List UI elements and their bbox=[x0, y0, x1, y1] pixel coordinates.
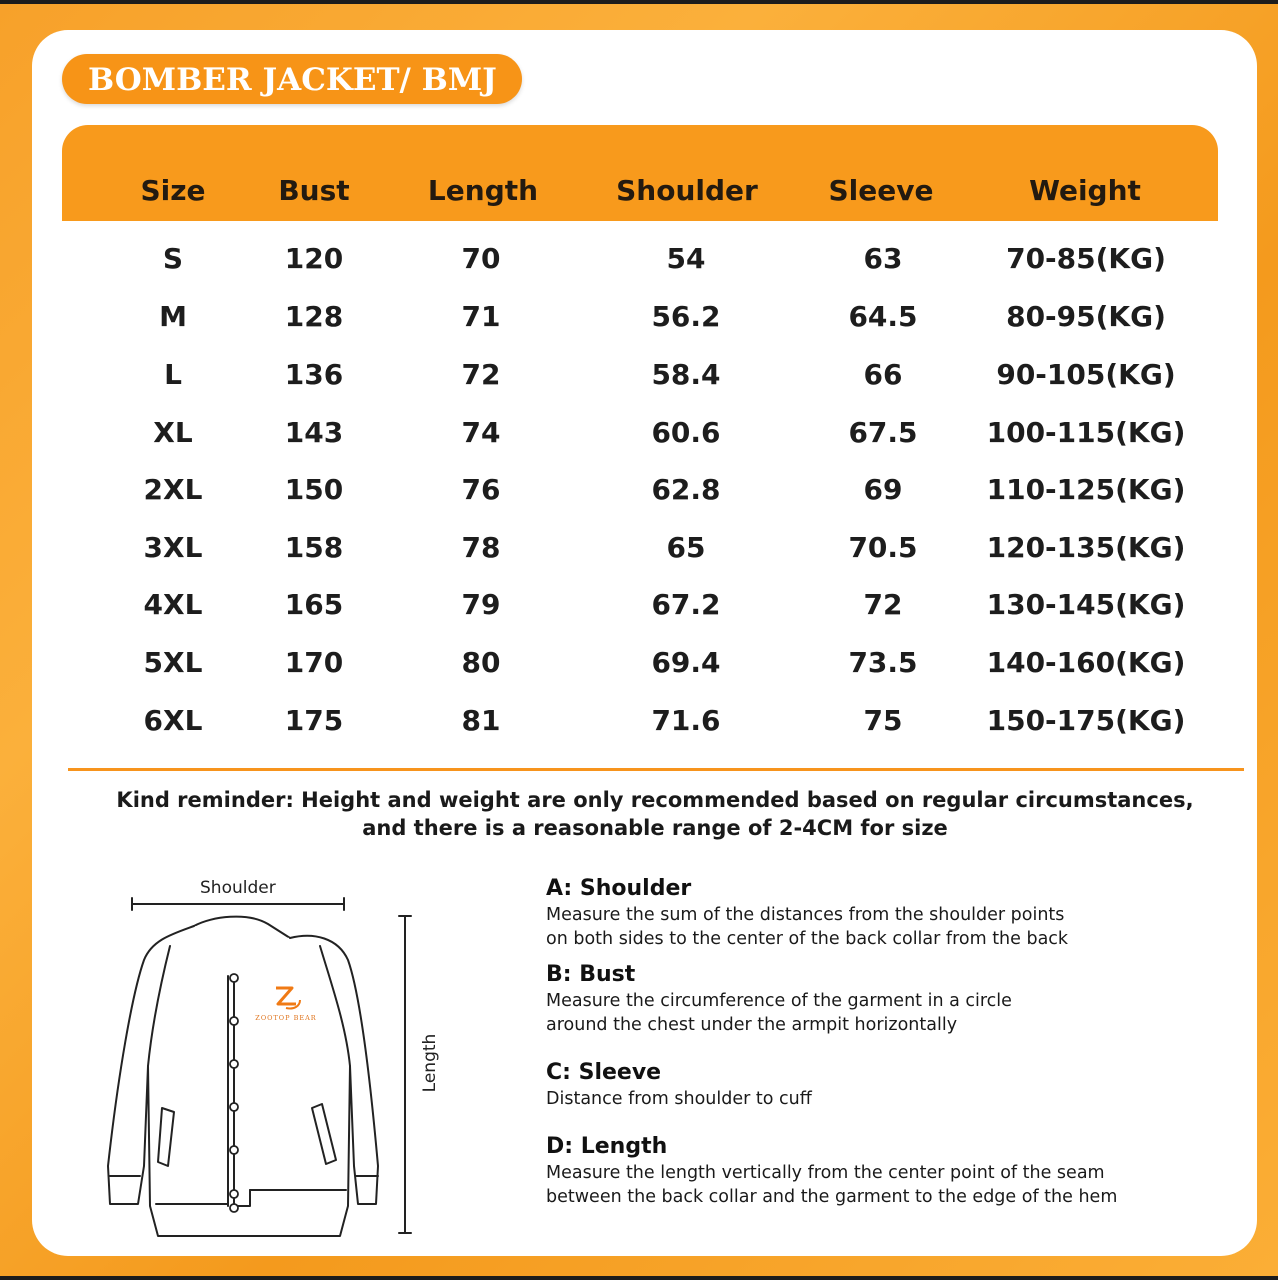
measure-title-shoulder: A: Shoulder bbox=[546, 876, 692, 901]
cell-length: 79 bbox=[461, 588, 501, 621]
cell-shoulder: 60.6 bbox=[651, 416, 721, 449]
jacket-diagram bbox=[100, 876, 445, 1246]
cell-bust: 143 bbox=[284, 416, 344, 449]
cell-length: 80 bbox=[461, 646, 501, 679]
desc-line: on both sides to the center of the back collar from the back bbox=[546, 929, 1069, 949]
cell-bust: 170 bbox=[284, 646, 344, 679]
measure-desc-bust bbox=[546, 989, 1236, 1037]
cell-size: 2XL bbox=[143, 473, 203, 506]
header-size: Size bbox=[140, 174, 206, 207]
cell-weight: 130-145(KG) bbox=[986, 588, 1186, 621]
measure-title-sleeve: C: Sleeve bbox=[546, 1060, 662, 1085]
cell-length: 72 bbox=[461, 358, 501, 391]
cell-sleeve: 70.5 bbox=[848, 531, 918, 564]
cell-sleeve: 66 bbox=[863, 358, 903, 391]
desc-line: Measure the length vertically from the center point of the seam bbox=[546, 1163, 1105, 1183]
cell-shoulder: 56.2 bbox=[651, 300, 721, 333]
cell-length: 81 bbox=[461, 704, 501, 737]
cell-weight: 90-105(KG) bbox=[996, 358, 1176, 391]
cell-bust: 136 bbox=[284, 358, 344, 391]
cell-bust: 158 bbox=[284, 531, 344, 564]
measure-desc-length bbox=[546, 1161, 1236, 1209]
cell-bust: 165 bbox=[284, 588, 344, 621]
desc-line: Measure the circumference of the garment in a circle bbox=[546, 991, 1012, 1011]
cell-sleeve: 72 bbox=[863, 588, 903, 621]
cell-shoulder: 65 bbox=[666, 531, 706, 564]
header-sleeve: Sleeve bbox=[828, 174, 934, 207]
button-icon bbox=[230, 1204, 238, 1212]
cell-sleeve: 69 bbox=[863, 473, 903, 506]
cell-length: 71 bbox=[461, 300, 501, 333]
cell-length: 74 bbox=[461, 416, 501, 449]
cell-weight: 110-125(KG) bbox=[986, 473, 1186, 506]
cell-size: M bbox=[159, 300, 187, 333]
cell-length: 78 bbox=[461, 531, 501, 564]
cell-size: L bbox=[164, 358, 182, 391]
cell-size: 3XL bbox=[143, 531, 203, 564]
cell-weight: 150-175(KG) bbox=[986, 704, 1186, 737]
cell-sleeve: 75 bbox=[863, 704, 903, 737]
header-bust: Bust bbox=[278, 174, 350, 207]
button-icon bbox=[230, 974, 238, 982]
cell-weight: 80-95(KG) bbox=[1006, 300, 1166, 333]
shoulder-label: Shoulder bbox=[200, 878, 276, 898]
header-length: Length bbox=[427, 174, 539, 207]
measure-title-bust: B: Bust bbox=[546, 962, 636, 987]
cell-bust: 128 bbox=[284, 300, 344, 333]
desc-line: Distance from shoulder to cuff bbox=[546, 1089, 812, 1109]
length-label: Length bbox=[420, 1033, 440, 1093]
cell-sleeve: 73.5 bbox=[848, 646, 918, 679]
header-shoulder: Shoulder bbox=[616, 174, 758, 207]
page-title: BOMBER JACKET/ BMJ bbox=[88, 62, 497, 98]
cell-shoulder: 62.8 bbox=[651, 473, 721, 506]
reminder-line-1: Kind reminder: Height and weight are only recommended based on regular circumstances, bbox=[116, 788, 1194, 812]
desc-line: Measure the sum of the distances from the shoulder points bbox=[546, 905, 1065, 925]
cell-shoulder: 69.4 bbox=[651, 646, 721, 679]
button-icon bbox=[230, 1146, 238, 1154]
cell-weight: 120-135(KG) bbox=[986, 531, 1186, 564]
cell-size: 5XL bbox=[143, 646, 203, 679]
cell-bust: 175 bbox=[284, 704, 344, 737]
button-icon bbox=[230, 1190, 238, 1198]
cell-weight: 100-115(KG) bbox=[986, 416, 1186, 449]
cell-shoulder: 58.4 bbox=[651, 358, 721, 391]
button-icon bbox=[230, 1103, 238, 1111]
cell-bust: 120 bbox=[284, 242, 344, 275]
cell-length: 70 bbox=[461, 242, 501, 275]
button-icon bbox=[230, 1060, 238, 1068]
cell-shoulder: 67.2 bbox=[651, 588, 721, 621]
reminder-line-2: and there is a reasonable range of 2-4CM for size bbox=[362, 816, 948, 840]
cell-weight: 70-85(KG) bbox=[1006, 242, 1166, 275]
cell-bust: 150 bbox=[284, 473, 344, 506]
cell-shoulder: 54 bbox=[666, 242, 706, 275]
desc-line: around the chest under the armpit horizontally bbox=[546, 1015, 958, 1035]
cell-size: 6XL bbox=[143, 704, 203, 737]
cell-size: 4XL bbox=[143, 588, 203, 621]
cell-sleeve: 64.5 bbox=[848, 300, 918, 333]
cell-size: S bbox=[162, 242, 184, 275]
kind-reminder bbox=[96, 786, 1214, 842]
cell-weight: 140-160(KG) bbox=[986, 646, 1186, 679]
header-weight: Weight bbox=[1029, 174, 1141, 207]
desc-line: between the back collar and the garment to the edge of the hem bbox=[546, 1187, 1118, 1207]
cell-length: 76 bbox=[461, 473, 501, 506]
cell-size: XL bbox=[153, 416, 193, 449]
brand-logo-text: ZOOTOP BEAR bbox=[255, 1014, 317, 1022]
measure-desc-sleeve bbox=[546, 1087, 1236, 1111]
cell-sleeve: 67.5 bbox=[848, 416, 918, 449]
button-icon bbox=[230, 1017, 238, 1025]
measure-title-length: D: Length bbox=[546, 1134, 668, 1159]
measure-desc-shoulder bbox=[546, 903, 1236, 951]
section-divider bbox=[68, 768, 1244, 771]
cell-sleeve: 63 bbox=[863, 242, 903, 275]
cell-shoulder: 71.6 bbox=[651, 704, 721, 737]
